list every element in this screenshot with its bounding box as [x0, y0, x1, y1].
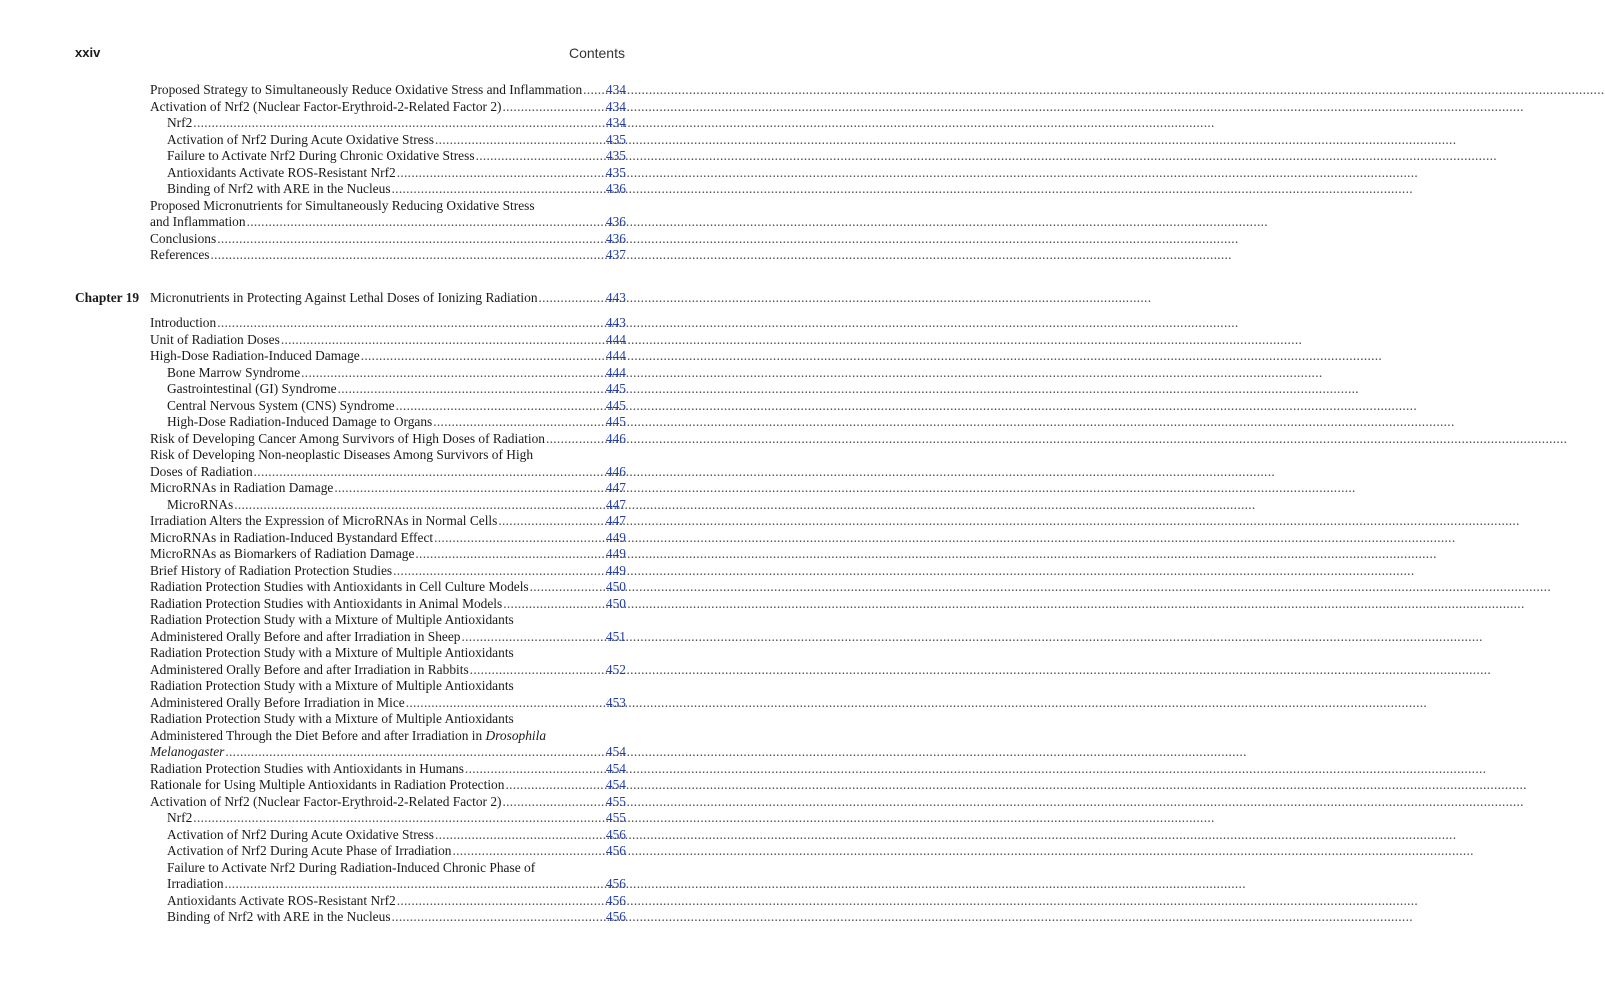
toc-entry[interactable] — [150, 843, 626, 860]
chapter-title: Micronutrients in Protecting Against Lethal Doses of Ionizing Radiation — [150, 290, 538, 305]
toc-entry-row — [150, 431, 626, 448]
toc-entry-title: Activation of Nrf2 (Nuclear Factor-Erythroid-2-Related Factor 2) — [150, 793, 502, 809]
toc-entry-page-number[interactable]: 450 — [605, 579, 626, 594]
toc-entry-page-number[interactable]: 435 — [605, 131, 626, 147]
chapter-heading[interactable] — [75, 290, 626, 307]
dot-leader — [461, 629, 604, 646]
toc-entry-row — [150, 497, 626, 514]
toc-entry-title-text: Administered Through the Diet Before and after Irradiation in — [150, 727, 486, 743]
toc-entry-row — [150, 99, 626, 116]
dot-leader — [502, 794, 604, 811]
toc-entry[interactable] — [150, 148, 626, 165]
toc-entry-row — [150, 480, 626, 497]
toc-entry[interactable] — [150, 115, 626, 132]
toc-entry[interactable] — [150, 198, 626, 231]
toc-entry[interactable] — [150, 247, 626, 264]
toc-entry-page-number[interactable]: 449 — [605, 562, 626, 578]
toc-entry[interactable] — [150, 132, 626, 149]
toc-entry-row — [150, 398, 626, 415]
toc-entry[interactable] — [150, 315, 626, 332]
dot-leader — [397, 893, 605, 910]
toc-entry-title: High-Dose Radiation-Induced Damage — [150, 348, 360, 363]
toc-entry-page-number[interactable]: 434 — [605, 98, 626, 114]
toc-entry[interactable] — [150, 447, 626, 480]
toc-entry[interactable] — [150, 546, 626, 563]
toc-entry-row — [150, 761, 626, 778]
toc-entry-page-number[interactable]: 436 — [605, 214, 626, 229]
toc-entry-title: Binding of Nrf2 with ARE in the Nucleus — [167, 181, 391, 196]
toc-entry-title-line: Radiation Protection Study with a Mixture of Multiple Antioxidants — [150, 711, 514, 726]
toc-entry-title: Radiation Protection Studies with Antioxidants in Humans — [150, 760, 464, 776]
toc-entry[interactable] — [150, 332, 626, 349]
dot-leader — [433, 414, 605, 431]
dot-leader — [193, 810, 605, 827]
dot-leader — [470, 662, 605, 679]
toc-entry-row — [150, 777, 626, 794]
toc-entry-row — [150, 315, 626, 332]
toc-entry-title: References — [150, 247, 210, 262]
toc-entry-row — [150, 464, 626, 481]
toc-entry-title-line: Radiation Protection Study with a Mixture of Multiple Antioxidants — [150, 678, 514, 693]
dot-leader — [225, 744, 605, 761]
toc-entry[interactable] — [150, 530, 626, 547]
toc-entry-page-number[interactable]: 456 — [605, 876, 626, 891]
toc-entry-page-number[interactable]: 455 — [605, 793, 626, 809]
dot-leader — [396, 398, 605, 415]
toc-entry-page-number[interactable]: 445 — [605, 381, 626, 396]
toc-entry-title: Brief History of Radiation Protection Studies — [150, 562, 393, 578]
toc-entry-page-number[interactable]: 443 — [605, 315, 626, 330]
toc-entry-row — [150, 181, 626, 198]
toc-entry-row — [150, 82, 626, 99]
toc-entry-page-number[interactable]: 446 — [605, 463, 626, 479]
toc-entry-title: Rationale for Using Multiple Antioxidants in Radiation Protection — [150, 777, 505, 792]
toc-entry-title: Activation of Nrf2 (Nuclear Factor-Erythroid-2-Related Factor 2) — [150, 98, 502, 114]
toc-entry[interactable] — [150, 480, 626, 497]
toc-entry-page-number[interactable]: 434 — [605, 82, 626, 97]
toc-entry[interactable] — [150, 181, 626, 198]
toc-entry-row — [150, 132, 626, 149]
toc-entry-title-line: Failure to Activate Nrf2 During Radiation-Induced Chronic Phase of — [167, 859, 536, 875]
toc-entry-row — [150, 662, 626, 679]
toc-entry-title: Radiation Protection Studies with Antioxidants in Animal Models — [150, 595, 503, 611]
toc-entry[interactable] — [150, 909, 626, 926]
dot-leader — [217, 231, 605, 248]
dot-leader — [334, 480, 605, 497]
toc-entry[interactable] — [150, 348, 626, 365]
toc-entry-title-line: Risk of Developing Non-neoplastic Diseases Among Survivors of High — [150, 447, 534, 462]
toc-entry[interactable] — [150, 711, 626, 761]
toc-entry-title: MicroRNAs in Radiation-Induced Bystandard Effect — [150, 529, 434, 545]
dot-leader — [281, 332, 605, 349]
toc-entry-row — [150, 579, 626, 596]
toc-entry-row — [150, 115, 626, 132]
toc-entry-row — [150, 530, 626, 547]
toc-entry-title: Administered Orally Before Irradiation in Mice — [150, 694, 405, 710]
dot-leader — [392, 909, 605, 926]
toc-entry-title: Failure to Activate Nrf2 During Chronic Oxidative Stress — [167, 148, 475, 163]
toc-entry-title-line: Radiation Protection Study with a Mixture of Multiple Antioxidants — [150, 612, 514, 627]
running-head: Contents — [568, 45, 625, 61]
toc-entry[interactable] — [150, 82, 626, 99]
toc-entry[interactable] — [150, 398, 626, 415]
dot-leader — [338, 381, 605, 398]
dot-leader — [583, 82, 605, 99]
toc-entry-title: Administered Orally Before and after Irradiation in Sheep — [150, 628, 461, 644]
toc-entry-page-number[interactable]: 434 — [605, 115, 626, 130]
toc-entry-row — [150, 365, 626, 382]
toc-entry-page-number[interactable]: 449 — [605, 529, 626, 545]
dot-leader — [435, 132, 605, 149]
toc-entry-page-number[interactable]: 436 — [605, 181, 626, 196]
toc-entry[interactable] — [150, 165, 626, 182]
toc-entry-row — [150, 695, 626, 712]
toc-entry-page-number[interactable]: 445 — [605, 397, 626, 413]
toc-entry[interactable] — [150, 860, 626, 893]
dot-leader — [465, 761, 605, 778]
toc-entry-title: Antioxidants Activate ROS-Resistant Nrf2 — [167, 892, 396, 908]
toc-entry-page-number[interactable]: 455 — [605, 810, 626, 825]
toc-entry-row — [150, 247, 626, 264]
toc-entry-row — [150, 563, 626, 580]
toc-entry-page-number[interactable]: 447 — [605, 496, 626, 512]
toc-entry-row — [150, 546, 626, 563]
toc-entry-row — [150, 629, 626, 646]
toc-section-chapter-19 — [150, 315, 626, 926]
toc-entry-title: Activation of Nrf2 During Acute Oxidative Stress — [167, 826, 435, 842]
dot-leader — [502, 99, 604, 116]
toc-entry-title: Irradiation Alters the Expression of MicroRNAs in Normal Cells — [150, 513, 498, 528]
toc-entry-row — [150, 381, 626, 398]
dot-leader — [539, 290, 605, 307]
dot-leader — [530, 579, 605, 596]
toc-entry-title: Gastrointestinal (GI) Syndrome — [167, 381, 337, 396]
dot-leader — [217, 315, 605, 332]
dot-leader — [225, 876, 605, 893]
dot-leader — [247, 214, 605, 231]
toc-entry-title: MicroRNAs — [167, 496, 234, 512]
chapter-label: Chapter 19 — [75, 290, 140, 305]
toc-entry[interactable] — [150, 365, 626, 382]
toc-entry-page-number[interactable]: 456 — [605, 909, 626, 924]
toc-entry-page-number[interactable]: 450 — [605, 595, 626, 611]
toc-entry-page-number[interactable]: 445 — [605, 414, 626, 429]
toc-entry[interactable] — [150, 579, 626, 596]
toc-entry-title: Administered Orally Before and after Irradiation in Rabbits — [150, 661, 469, 677]
page-number: xxiv — [75, 45, 101, 60]
toc-entry[interactable] — [150, 761, 626, 778]
toc-entry-page-number[interactable]: 435 — [605, 148, 626, 163]
dot-leader — [452, 843, 604, 860]
toc-entry[interactable] — [150, 596, 626, 613]
toc-entry-title: MicroRNAs as Biomarkers of Radiation Damage — [150, 546, 415, 561]
toc-entry-page-number[interactable]: 453 — [605, 694, 626, 710]
chapter-page-number[interactable]: 443 — [605, 290, 626, 305]
toc-entry[interactable] — [150, 231, 626, 248]
toc-entry-title-italic: Drosophila — [485, 727, 547, 743]
dot-leader — [546, 431, 605, 448]
toc-entry-row — [150, 843, 626, 860]
toc-entry-title-italic: Melanogaster — [150, 744, 225, 759]
dot-leader — [393, 563, 605, 580]
toc-entry-row — [150, 810, 626, 827]
toc-entry-title: Antioxidants Activate ROS-Resistant Nrf2 — [167, 164, 396, 180]
toc-entry-row — [150, 893, 626, 910]
toc-entry-page-number[interactable]: 444 — [605, 331, 626, 347]
toc-entry[interactable] — [150, 893, 626, 910]
dot-leader — [210, 247, 604, 264]
toc-entry-title: Activation of Nrf2 During Acute Phase of Irradiation — [167, 843, 452, 858]
toc-entry-page-number[interactable]: 446 — [605, 430, 626, 446]
toc-entry-title: Doses of Radiation — [150, 463, 253, 479]
dot-leader — [397, 165, 605, 182]
toc-entry-page-number[interactable]: 454 — [605, 760, 626, 776]
toc-entry-row — [150, 148, 626, 165]
toc-entry-row — [150, 513, 626, 530]
toc-entry-title: Proposed Strategy to Simultaneously Reduce Oxidative Stress and Inflammation — [150, 82, 583, 97]
toc-entry[interactable] — [150, 810, 626, 827]
toc-entry[interactable] — [150, 381, 626, 398]
toc-entry[interactable] — [150, 497, 626, 514]
toc-entry-row — [150, 332, 626, 349]
toc-entry-row — [150, 909, 626, 926]
toc-entry-page-number[interactable]: 447 — [605, 480, 626, 495]
toc-entry-title: Bone Marrow Syndrome — [167, 364, 301, 380]
toc-entry-title: Radiation Protection Studies with Antioxidants in Cell Culture Models — [150, 579, 529, 594]
toc-entry-row — [150, 414, 626, 431]
toc-entry-title: Introduction — [150, 315, 217, 330]
toc-entry-title-line: Radiation Protection Study with a Mixture of Multiple Antioxidants — [150, 645, 514, 660]
toc-entry[interactable] — [150, 563, 626, 580]
dot-leader — [193, 115, 605, 132]
toc-entry-title — [150, 744, 224, 761]
toc-entry[interactable] — [150, 513, 626, 530]
dot-leader — [301, 365, 605, 382]
toc-entry-page-number[interactable]: 435 — [605, 164, 626, 180]
dot-leader — [254, 464, 605, 481]
toc-entry-page-number[interactable]: 449 — [605, 546, 626, 561]
toc-entry-page-number[interactable]: 452 — [605, 661, 626, 677]
toc-entry[interactable] — [150, 777, 626, 794]
toc-entry-title: Irradiation — [167, 876, 224, 891]
dot-leader — [361, 348, 605, 365]
toc-entry-title: Nrf2 — [167, 810, 193, 825]
toc-entry[interactable] — [150, 99, 626, 116]
toc-entry[interactable] — [150, 678, 626, 711]
toc-entry-row — [150, 165, 626, 182]
toc-entry-page-number[interactable]: 444 — [605, 348, 626, 363]
toc-entry-row — [150, 231, 626, 248]
dot-leader — [476, 148, 605, 165]
toc-entry-row — [150, 214, 626, 231]
toc-entry-title-line: Proposed Micronutrients for Simultaneously Reducing Oxidative Stress — [150, 197, 535, 213]
toc-entry-row — [150, 744, 626, 761]
dot-leader — [234, 497, 605, 514]
toc-entry[interactable] — [150, 645, 626, 678]
dot-leader — [415, 546, 605, 563]
toc-entry-title: Risk of Developing Cancer Among Survivors of High Doses of Radiation — [150, 430, 545, 446]
toc-entry-row — [150, 827, 626, 844]
dot-leader — [503, 596, 605, 613]
toc-entry-title: Central Nervous System (CNS) Syndrome — [167, 397, 395, 413]
toc-entry-row — [150, 794, 626, 811]
toc-entry-page-number[interactable]: 456 — [605, 843, 626, 858]
toc-entry-page-number[interactable]: 454 — [605, 744, 626, 759]
toc-entry-title: Nrf2 — [167, 115, 193, 130]
dot-leader — [505, 777, 604, 794]
toc-entry-title: Activation of Nrf2 During Acute Oxidative Stress — [167, 131, 435, 147]
toc-entry[interactable] — [150, 414, 626, 431]
toc-entry-page-number[interactable]: 447 — [605, 513, 626, 528]
toc-entry-title: Conclusions — [150, 230, 217, 246]
toc-entry[interactable] — [150, 612, 626, 645]
toc-entry-title: Unit of Radiation Doses — [150, 331, 280, 347]
dot-leader — [498, 513, 605, 530]
document-page — [0, 0, 700, 1000]
toc-entry-page-number[interactable]: 444 — [605, 364, 626, 380]
dot-leader — [435, 827, 605, 844]
dot-leader — [434, 530, 605, 547]
toc-entry-title: Binding of Nrf2 with ARE in the Nucleus — [167, 909, 391, 924]
toc-entry-title: and Inflammation — [150, 214, 246, 229]
toc-entry-row — [150, 876, 626, 893]
toc-entry-page-number[interactable]: 437 — [605, 247, 626, 262]
toc-entry[interactable] — [150, 827, 626, 844]
toc-entry-title: MicroRNAs in Radiation Damage — [150, 480, 334, 495]
toc-entry-row — [150, 348, 626, 365]
toc-entry-page-number[interactable]: 456 — [605, 826, 626, 842]
toc-section-previous-chapter — [150, 82, 626, 264]
toc-entry-title-line — [150, 728, 626, 745]
dot-leader — [406, 695, 605, 712]
toc-entry-page-number[interactable]: 456 — [605, 892, 626, 908]
toc-entry-page-number[interactable]: 436 — [605, 230, 626, 246]
toc-entry-title: High-Dose Radiation-Induced Damage to Organs — [167, 414, 433, 429]
toc-entry-row — [150, 596, 626, 613]
toc-entry-page-number[interactable]: 451 — [605, 628, 626, 644]
dot-leader — [392, 181, 605, 198]
toc-entry[interactable] — [150, 431, 626, 448]
toc-entry-page-number[interactable]: 454 — [605, 777, 626, 792]
toc-entry[interactable] — [150, 794, 626, 811]
